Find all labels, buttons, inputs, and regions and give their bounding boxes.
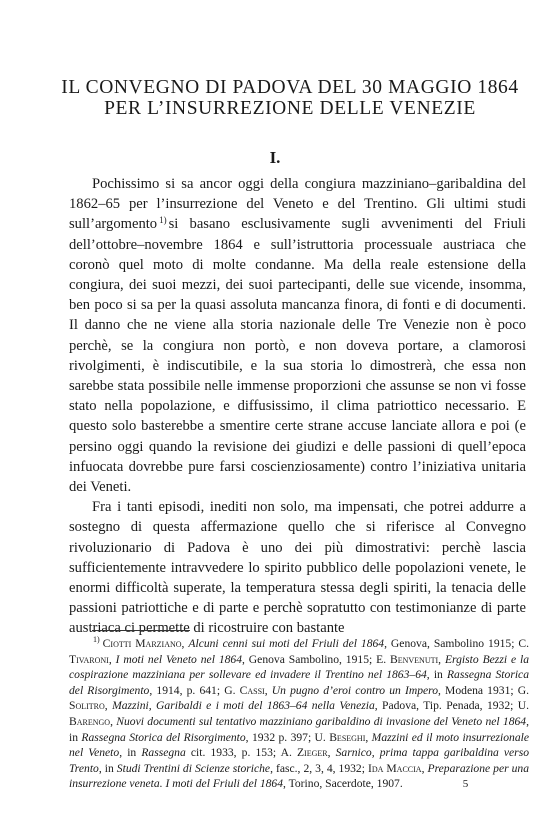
paragraph-2: Fra i tanti episodi, inediti non solo, ma impensati, che potrei addurre a sostegno di questa affermazione quello che si riferisce al Convegno rivoluzionario di Padova è uno dei più dimostrativi: perchè lascia sufficientemente intravvedere lo spirito pubblico delle popolazioni venete, le enormi difficoltà superate, la temperatura stessa degli spiriti, la tenacia delle passioni patriottiche e di parte e perchè sopratutto con testimonianze di parte austriaca ci permette di ricostruire con bastante [69, 499, 526, 637]
author: Cassi [239, 683, 265, 697]
work-title: Mazzini ed il moto insurrezionale nel Veneto [69, 730, 530, 760]
citation-detail: , in [426, 668, 447, 682]
citation-detail: , 1914, p. 641; G. [149, 683, 240, 697]
citation-detail: , Genova, Sambolino 1915; C. [384, 637, 530, 650]
author: Beseghi [329, 730, 366, 744]
footnote-divider [92, 630, 190, 631]
author: Tivaroni [69, 652, 109, 666]
footnote-1: $^{1)}$ Ciotti Marziano, Alcuni cenni sui moti del Friuli del 1864, Genova, Sambolino 1915; C. Tivaroni, I moti nel Veneto nel 1864, Genova Sambolino, 1915; E. Benvenuti, Ergisto Bezzi e la cospirazione mazziniana per sollevare ed invadere il Trentino nel 1863–64, in Rassegna Storica del Risorgimento, 1914, p. 641; G. Cassi, Un pugno d’eroi contro un Impero, Modena 1931; G. Solitro, Mazzini, Garibaldi e i moti del 1863–64 nella Venezia, Padova, Tip. Penada, 1932; U. Barengo, Nuovi documenti sul tentativo mazziniano garibaldino di invasione del Veneto nel 1864, in Rassegna Storica del Risorgimento, 1932 p. 397; U. Beseghi, Mazzini ed il moto insurrezionale nel Veneto, in Rassegna cit. 1933, p. 153; A. Zieger, Sarnico, prima tappa garibaldina verso Trento, in Studi Trentini di Scienze storiche, fasc., 2, 3, 4, 1932; Ida Maccia, Preparazione per una insurrezione veneta. I moti del Friuli del 1864, Torino, Sacerdote, 1907. 5 [69, 635, 530, 791]
footnote-block [69, 636, 529, 793]
author: Barengo [69, 714, 111, 728]
work-title: Nuovi documenti sul tentativo mazziniano garibaldino di invasione del Veneto nel 1864 [116, 714, 527, 728]
author: Zieger [296, 746, 328, 760]
author: Solitro [69, 699, 105, 713]
citation-detail: , Modena 1931; G. [438, 683, 530, 697]
footnote-reference: 1) [159, 214, 167, 225]
section-number: I. [269, 148, 281, 167]
work-title: Alcuni cenni sui moti del Friuli del 1864 [188, 637, 385, 650]
journal-title: Studi Trentini di Scienze storiche [116, 761, 271, 775]
citation-detail: , in [69, 714, 529, 744]
title-line-1: IL CONVEGNO DI PADOVA DEL 30 MAGGIO 1864 [61, 77, 519, 98]
journal-title: Rassegna Storica del Risorgimento [69, 668, 530, 697]
work-title: Preparazione per una insurrezione veneta. I moti del Friuli del 1864 [69, 761, 530, 791]
work-title: Mazzini, Garibaldi e i moti del 1863–64 nella Venezia [112, 699, 375, 713]
citation-detail: , 1932 p. 397; U. [245, 730, 330, 744]
citation-detail: , Torino, Sacerdote, 1907. [283, 777, 403, 791]
citation-detail: , Padova, Tip. Penada, 1932; U. [374, 699, 530, 713]
work-title: Ergisto Bezzi e la cospirazione mazziniana per sollevare ed invadere il Trentino nel 1863–64 [69, 652, 530, 682]
body-text [69, 174, 526, 639]
author: Benvenuti [390, 652, 439, 666]
page-number: 5 [462, 778, 469, 791]
citation-detail: cit. 1933, p. 153; A. [185, 746, 297, 760]
paragraph-1 [69, 174, 526, 497]
journal-title: Rassegna Storica del Risorgimento [81, 730, 246, 744]
citation-detail: , in [98, 761, 117, 775]
work-title: Un pugno d’eroi contro un Impero [271, 683, 439, 697]
citation-detail: , in [119, 746, 142, 760]
work-title: Sarnico, prima tappa garibaldina verso Trento [69, 746, 530, 775]
paragraph-1-end: si basano esclusivamente sugli avvenimenti del Friuli dell’ottobre–novembre 1864 e sull’istruttoria processuale austriaca che coronò quel moto di molte condanne. Ma della reale estensione della congiura, dei suoi mezzi, dei suoi partecipanti, delle sue vicende, insomma, ben poco si sa per la quasi assoluta mancanza finora, di fonti e di documenti. Il danno che ne viene alla storia nazionale delle Tre Venezie non è poco perchè, se la congiura non portò, e non doveva portare, a clamorosi rivolgimenti, è indiscutibile, e la sua storia lo dimostrerà, che essa non sarebbe stata possibile nelle immense proporzioni che assunse se non vi fosse stato nella popolazione, e diffusissimo, il clima patriottico necessario. E questo solo basterebbe a smentire certe strane accuse lanciate allora e poi (e persino oggi quando la revisione dei giudizi e delle passioni di quell’epoca infuocata dovrebbe pure farsi coscienziosamente) contro l’iniziativa unitaria dei Veneti. [69, 216, 526, 496]
title-line-2: PER L’INSURREZIONE DELLE VENEZIE [104, 98, 476, 119]
paragraph-1-start: Pochissimo si sa ancor oggi della congiura mazziniano–garibaldina del 1862–65 per l’insurrezione del Veneto e del Trentino. Gli ultimi studi sull’argomento [69, 176, 526, 233]
footnote-mark: 1) [93, 635, 100, 645]
citation-detail: , fasc., 2, 3, 4, 1932; [270, 761, 368, 775]
author: Ida Maccia [367, 761, 422, 775]
work-title: I moti nel Veneto nel 1864 [115, 652, 243, 666]
author: Ciotti Marziano [102, 637, 182, 650]
journal-title: Rassegna [141, 746, 186, 760]
citation-detail: , Genova Sambolino, 1915; E. [242, 652, 390, 666]
